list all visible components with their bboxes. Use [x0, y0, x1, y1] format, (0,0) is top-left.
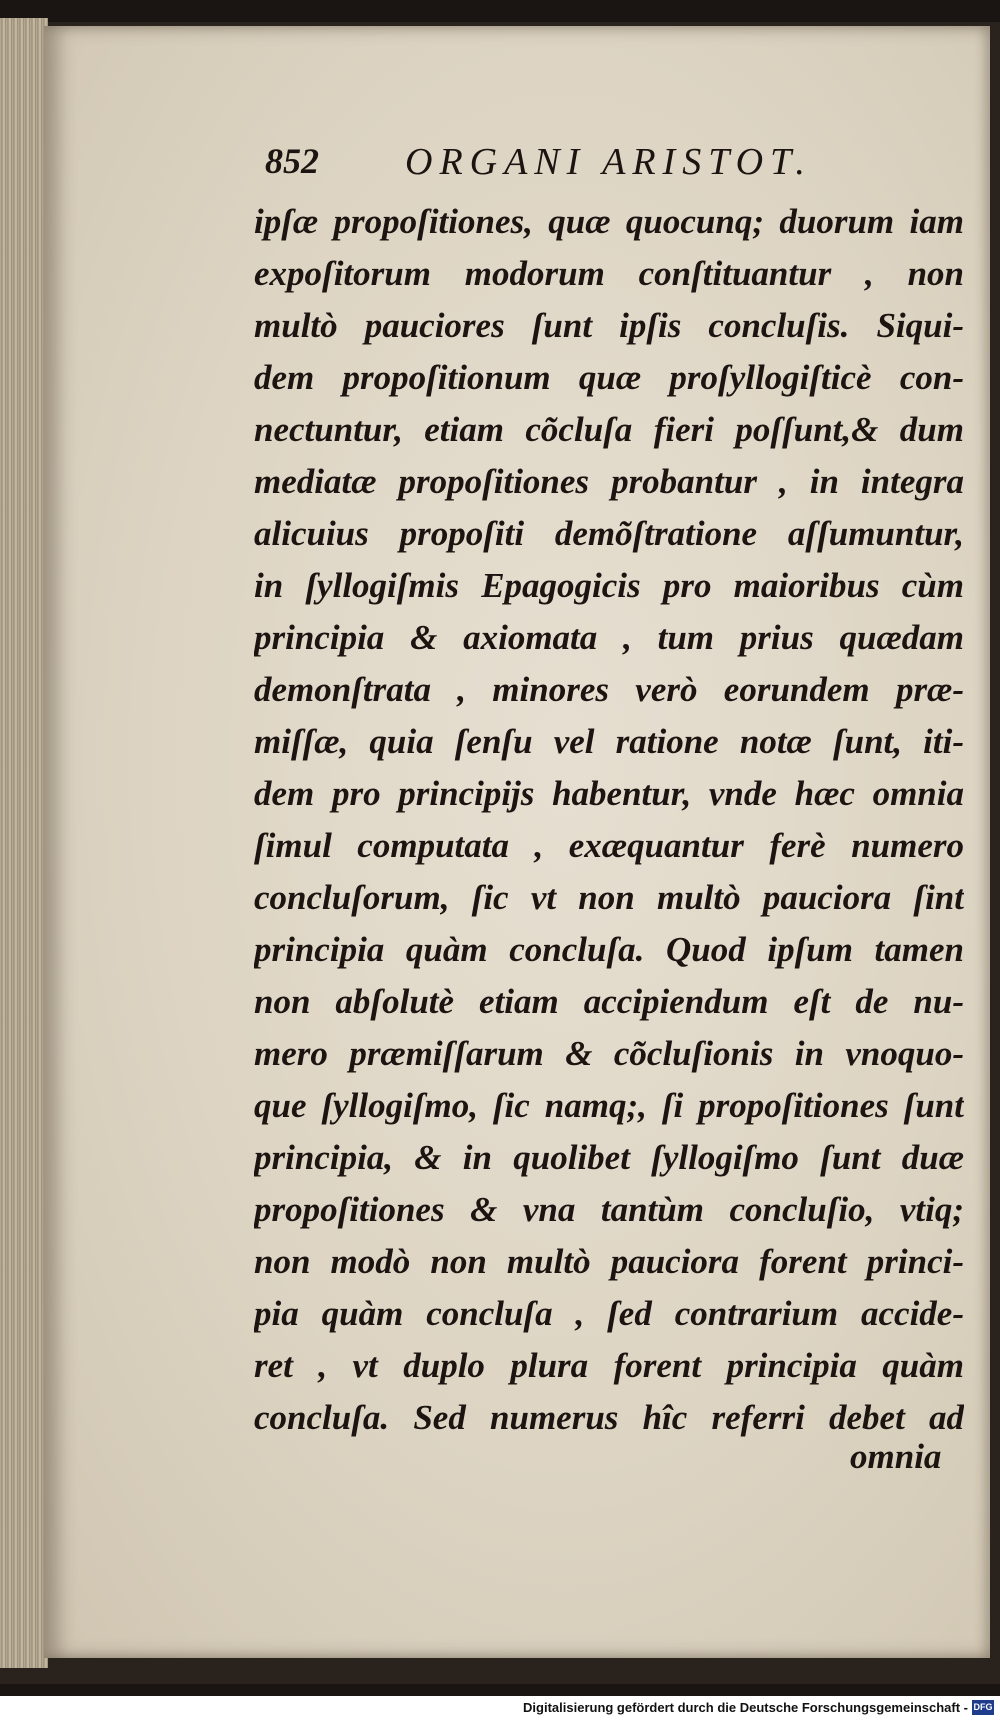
- text-line: expoſitorum modorum conſtituantur , non: [254, 254, 964, 293]
- page-edges: [0, 18, 48, 1668]
- text-line: non modò non multò pauciora forent princi-: [254, 1242, 964, 1281]
- text-line: dem propoſitionum quæ proſyllogiſticè con-: [254, 358, 964, 397]
- text-line: principia, & in quolibet ſyllogiſmo ſunt duæ: [254, 1138, 964, 1177]
- text-line: ret , vt duplo plura forent principia quàm: [254, 1346, 964, 1385]
- text-line: propoſitiones & vna tantùm concluſio, vtiq;: [254, 1190, 964, 1229]
- text-line: principia quàm concluſa. Quod ipſum tamen: [254, 930, 964, 969]
- text-line: demonſtrata , minores verò eorundem præ-: [254, 670, 964, 709]
- digitization-footer: [0, 1696, 1000, 1721]
- text-line: principia & axiomata , tum prius quædam: [254, 618, 964, 657]
- text-line: ipſæ propoſitiones, quæ quocunq; duorum iam: [254, 202, 964, 241]
- body-text: [254, 196, 964, 1444]
- page-number: 852: [265, 141, 319, 181]
- text-line: concluſorum, ſic vt non multò pauciora ſint: [254, 878, 964, 917]
- text-line: pia quàm concluſa , ſed contrarium accide-: [254, 1294, 964, 1333]
- running-head: ORGANI ARISTOT.: [405, 141, 812, 183]
- text-line: que ſyllogiſmo, ſic namq;, ſi propoſitiones ſunt: [254, 1086, 964, 1125]
- text-line: mero præmiſſarum & cõcluſionis in vnoquo-: [254, 1034, 964, 1073]
- text-line: dem pro principijs habentur, vnde hæc omnia: [254, 774, 964, 813]
- catchword: omnia: [850, 1437, 942, 1476]
- page-header: [265, 140, 905, 190]
- text-line: mediatæ propoſitiones probantur , in integra: [254, 462, 964, 501]
- funding-credit: Digitalisierung gefördert durch die Deutsche Forschungsgemeinschaft -: [523, 1700, 968, 1715]
- text-line: multò pauciores ſunt ipſis concluſis. Siqui-: [254, 306, 964, 345]
- text-line: alicuius propoſiti demõſtratione aſſumuntur,: [254, 514, 964, 553]
- text-line: ſimul computata , exæquantur ferè numero: [254, 826, 964, 865]
- dfg-logo-icon: DFG: [972, 1700, 994, 1715]
- text-line: concluſa. Sed numerus hîc referri debet ad: [254, 1398, 964, 1437]
- text-line: nectuntur, etiam cõcluſa fieri poſſunt,& dum: [254, 410, 964, 449]
- text-line: miſſæ, quia ſenſu vel ratione notæ ſunt, iti-: [254, 722, 964, 761]
- text-line: in ſyllogiſmis Epagogicis pro maioribus cùm: [254, 566, 964, 605]
- text-line: non abſolutè etiam accipiendum eſt de nu-: [254, 982, 964, 1021]
